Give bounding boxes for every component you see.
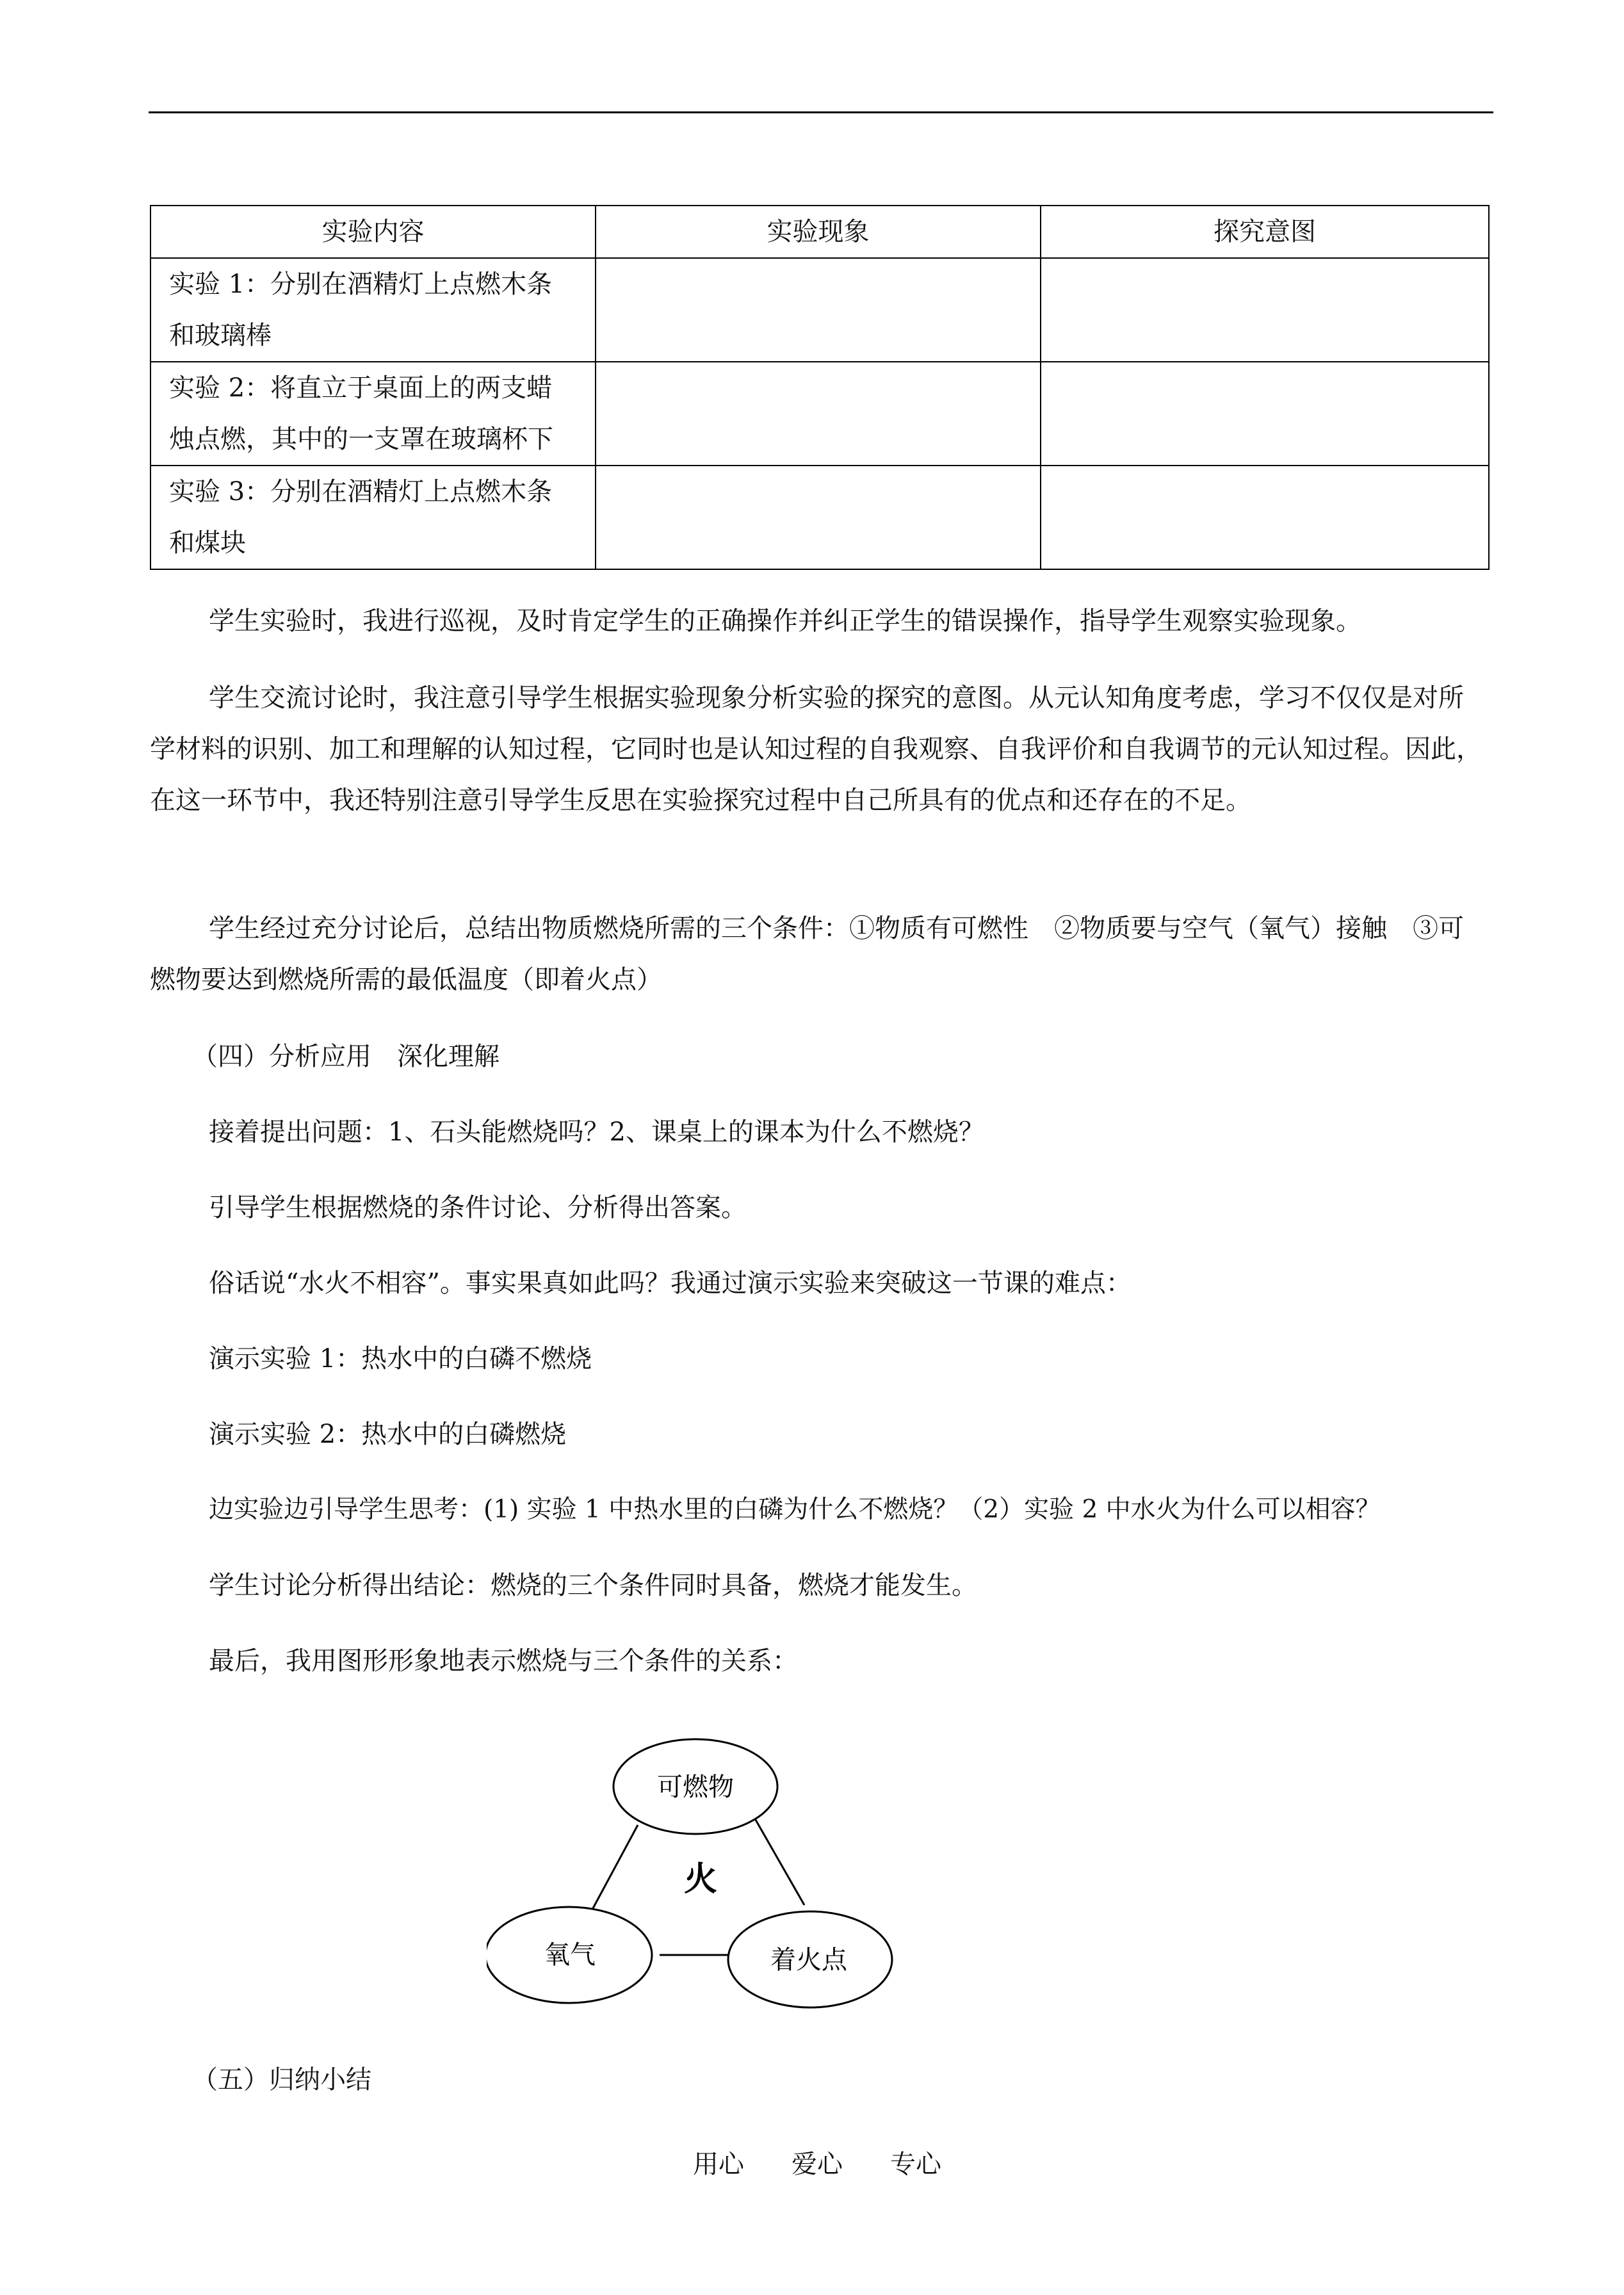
experiment-content-cell: 实验 1：分别在酒精灯上点燃木条和玻璃棒 (150, 258, 596, 362)
text-line: 演示实验 2：热水中的白磷燃烧 (209, 1420, 567, 1449)
experiment-phenomenon-cell (596, 258, 1041, 362)
table-row (150, 362, 1489, 466)
experiment-content-cell: 实验 3：分别在酒精灯上点燃木条和煤块 (150, 466, 596, 569)
table-row (150, 258, 1489, 362)
experiment-table (150, 205, 1490, 570)
footer-word: 用心 (693, 2150, 744, 2179)
paragraph-conditions: 学生经过充分讨论后，总结出物质燃烧所需的三个条件：①物质有可燃性 ②物质要与空气（氧气）接触 ③可燃物要达到燃烧所需的最低温度（即着火点） (150, 914, 1464, 994)
connector-line (753, 1815, 804, 1905)
table-header-row (150, 206, 1489, 258)
oxygen-label: 氧气 (544, 1940, 596, 1970)
text-line: 引导学生根据燃烧的条件讨论、分析得出答案。 (209, 1193, 747, 1222)
section-heading-5: （五）归纳小结 (192, 2065, 371, 2095)
experiment-intent-cell (1041, 362, 1489, 466)
header-rule (149, 111, 1493, 113)
table-header-cell: 实验内容 (150, 206, 596, 258)
footer-word: 爱心 (792, 2150, 843, 2179)
table-header-cell: 实验现象 (596, 206, 1041, 258)
text-line: 演示实验 1：热水中的白磷不燃烧 (209, 1344, 592, 1374)
connector-line (593, 1825, 638, 1908)
section-heading-4: （四）分析应用 深化理解 (192, 1042, 499, 1071)
paragraph-metacognition: 学生交流讨论时，我注意引导学生根据实验现象分析实验的探究的意图。从元认知角度考虑，学习不仅仅是对所学材料的识别、加工和理解的认知过程，它同时也是认知过程的自我观察、自我评价和自我调节的元认知过程。因此，在这一环节中，我还特别注意引导学生反思在实验探究过程中自己所具有的优点和还存在的不足。 (150, 683, 1482, 815)
footer-word: 专心 (890, 2150, 941, 2179)
combustible-label: 可燃物 (657, 1772, 734, 1802)
experiment-intent-cell (1041, 258, 1489, 362)
text-line: 学生讨论分析得出结论：燃烧的三个条件同时具备，燃烧才能发生。 (209, 1571, 977, 1600)
paragraph-patrol: 学生实验时，我进行巡视，及时肯定学生的正确操作并纠正学生的错误操作，指导学生观察实验现象。 (209, 606, 1361, 636)
text-line: 俗话说“水火不相容”。事实果真如此吗？我通过演示实验来突破这一节课的难点： (209, 1269, 1132, 1298)
text-line: 边实验边引导学生思考：(1) 实验 1 中热水里的白磷为什么不燃烧？（2）实验 2 中水火为什么可以相容？ (209, 1495, 1381, 1524)
experiment-intent-cell (1041, 466, 1489, 569)
text-line: 最后，我用图形形象地表示燃烧与三个条件的关系： (209, 1646, 798, 1676)
table-header-cell: 探究意图 (1041, 206, 1489, 258)
experiment-phenomenon-cell (596, 466, 1041, 569)
ignition-point-label: 着火点 (770, 1945, 847, 1975)
fire-label: 火 (683, 1860, 718, 1899)
experiment-content-cell: 实验 2：将直立于桌面上的两支蜡烛点燃，其中的一支罩在玻璃杯下 (150, 362, 596, 466)
text-line: 接着提出问题：1、石头能燃烧吗？2、课桌上的课本为什么不燃烧？ (209, 1117, 984, 1147)
combustion-triangle-diagram (487, 1729, 948, 2011)
table-row (150, 466, 1489, 569)
experiment-phenomenon-cell (596, 362, 1041, 466)
